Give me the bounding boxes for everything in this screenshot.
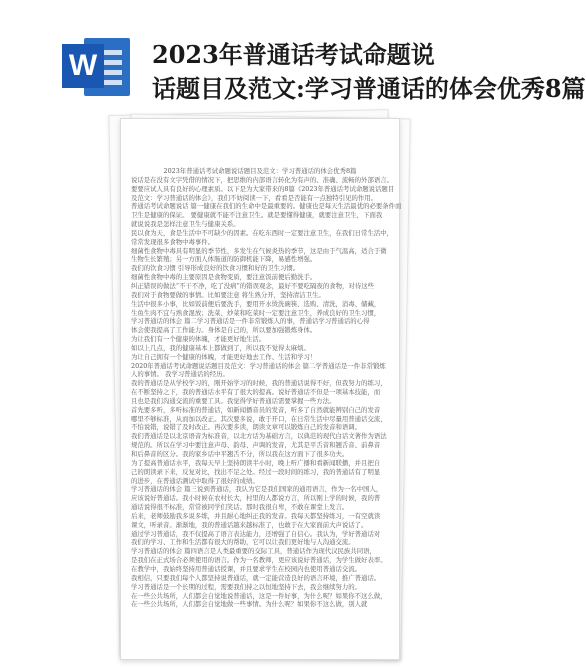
document-text [131,175,402,609]
word-badge: W [62,44,104,88]
document-line: 普通话考试命题说话 篇一健康在我们的生命中是最重要的。健康也是每天生活最优的必要条件而 [131,202,402,211]
document-line: 和后鼻音的区分。我的家乡话中平翘舌不分，所以我在这方面下了很多功夫。 [131,450,349,458]
document-line: 学习普通话的体会 篇二学习普通话是一件非常锻炼人的事，普通话学习普通话的心得 [131,317,370,326]
document-line: 在一些公共场所，人们都会自觉地做一些事情。为什么呢？如果你不这么做，别人就 [131,600,368,609]
document-line: 在一些公共场所，人们都会自觉地说普通话，这是一件好事，为什么呢？如果你不这么做， [131,591,387,600]
document-line: 我相信，只要我们每个人都坚持说普通话，就一定能营造良好的语言环境，推广普通话。 [131,573,381,582]
document-line: 学习普通话是一个长期的过程，需要我们持之以恒地坚持下去，我会继续努力的。 [131,582,362,591]
document-preview[interactable] [120,118,400,663]
document-line: 学习普通话的体会 篇三说到普通话，我认为它是我们国家的通用语言，作为一名中国人， [131,485,383,494]
document-line: 及范文：学习普通话的体会》，我们不妨阅读一下，看看是否能有一点独特引见的作用。 [131,193,378,202]
document-line: 课文，听录音。渐渐地，我的普通话越来越标准了，也敢于在大家面前大声说话了。 [131,520,368,529]
document-title: 2023年普通话考试命题说话题目及范文：学习普通话的体会优秀8篇 [163,167,357,175]
document-line: 我们普通话是以北京语音为标准音，以北方话为基础方言，以典范的现代白话文著作为语法 [131,432,387,441]
document-line: 要要应试人具有良好的心理素质。以下是为大家带来的8篇《2023年普通话考试命题说话题目 [131,184,395,193]
document-line: 体会使我提高了工作能力。身体是自己的，所以要加强锻炼身体。 [131,326,317,335]
word-doc-icon [62,34,132,100]
document-line: 后来，老师鼓励我多说多练，并且耐心地纠正我的发音。我每天都坚持练习，一有空就读 [131,511,381,520]
document-page [120,118,400,660]
document-body [131,167,402,653]
document-line: 细菌性食物中毒的主要原因是食物变质，要注意饭前便后勤洗手。 [131,273,317,282]
document-line: 为让我们有一个健康的体魄，才能更好地生活。 [131,335,266,344]
document-line: 为让自己拥有一个健康的体魄，才能更好地去工作、生活和学习！ [131,352,317,361]
document-line: 细菌性食物中毒具有明显的季节性，多发生在气候炎热的季节，这是由于气温高，适合于微 [131,246,387,255]
document-line: 我们对于食物要做的事情。比如要注意 将生熟分开，坚持清洁卫生。 [131,290,325,299]
document-line: 哪里不够标准，从而加以改正。其次要多说，敢于开口，在日常生活中尽量用普通话交流， [131,414,387,423]
document-line: 首先要多听，多听标准的普通话，如新闻播音员的发音，听多了自然就能辨别自己的发音 [131,405,381,414]
document-line: 生鱼生肉不宜与熟食混放；洗菜、炒菜和吃菜时一定要注意卫生，养成良好的卫生习惯， [131,308,381,317]
document-line: 不怕说错，说错了及时改正。再次要多读，朗读文章可以锻炼自己的发音和语调。 [131,423,362,432]
page-title-line-1: 2023年普通话考试命题说 [152,40,435,69]
document-line: 人的事情。 我学习普通话的经历。 [131,370,229,379]
document-line: 生物生长繁殖；另一方面人体肠道的防御机能下降，易感性增强。 [131,255,317,264]
document-line: 且也是我们沟通交流的重要工具。我觉得学好普通话需要掌握一些方法。 [131,396,336,405]
document-line: 就说说我是怎样注意卫生与健康关系。 [131,220,240,229]
document-line: 说话是在没有文字凭借的情况下，把思维的内部语言转化为有声的、准确、流畅的外部语言。 [131,175,394,184]
document-line: 生活中很多小事，比如饭前便后要洗手，要用开水烫洗碗筷、选购、清洗，消毒、储藏， [131,299,381,308]
page-title-line-2: 话题目及范文:学习普通话的体会优秀8篇 [152,74,586,103]
document-line: 2020年普通话考试命题说话题目及范文：学习普通话的体会 篇二学普通话是一件非常锻炼 [131,361,386,370]
document-line: 通过学习普通话，我不仅提高了语言表达能力，还增强了自信心。我认为，学好普通话对 [131,529,381,538]
document-line: 为了提高普通话水平，我每天早上坚持朗读半小时，晚上听广播和看新闻联播，并且把自 [131,458,381,467]
document-line: 民以食为天，食是生活中不可缺少的因素。在吃东西时一定要注意卫生，在我们日常生活中， [131,228,394,237]
document-line: 我的普通话是从学校学习的，刚开始学习的时候，我的普通话说得不好，但我努力的练习， [131,379,387,388]
document-line: 规范的。所以在学习中要注意声母、韵母、声调的发音，尤其是平舌音和翘舌音、前鼻音 [131,441,381,450]
document-line: 学习普通话的体会 篇四语言是人类最重要的交际工具，普通话作为现代汉民族共同语， [131,547,376,556]
document-line: 通话说得很不标准，常常被同学们笑话。那时我很自卑，不敢在课堂上发言。 [131,503,349,512]
document-line: 是我们在正式场合必须使用的语言。作为一名教师，更应该说好普通话，为学生做好表率。 [131,556,387,565]
document-line: 己的朗读录下来，反复对比，找出不足之处。经过一段时间的练习，我的普通话有了明显 [131,467,381,476]
header [0,0,586,110]
document-line: 如以上几点，我的健康基本上都做到了，所以我不觉得太麻烦。 [131,343,310,352]
document-line: 应该说好普通话。我小时候在农村长大，村里的人都说方言，所以刚上学的时候，我的普 [131,494,381,503]
document-line: 的进步，在普通话测试中取得了很好的成绩。 [131,476,259,485]
document-line: 我们的学习、工作和生活都有很大的帮助，它可以让我们更好地与人沟通交流。 [131,538,355,547]
document-line: 常常发现很多食物中毒事件。 [131,237,215,246]
document-line: 纠正错误的做法“不干不净，吃了没病”的错误观念，最好不要吃隔夜的食物，对待这些 [131,281,374,290]
document-line: 卫生是健康的保证。 要健康就不能不注意卫生。就是要懂得健康，就要注意卫生，下面我 [131,211,383,220]
document-line: 在教学中，我始终坚持用普通话授课，并且要求学生在校园内也使用普通话交流。 [131,564,362,573]
document-line: 在不断坚持之下，我的普通话水平有了很大的提高。说好普通话不但是一项基本技能，而 [131,388,381,397]
document-line: 我们的饮食习惯 引导形成良好的饮食习惯和好的卫生习惯。 [131,264,300,273]
